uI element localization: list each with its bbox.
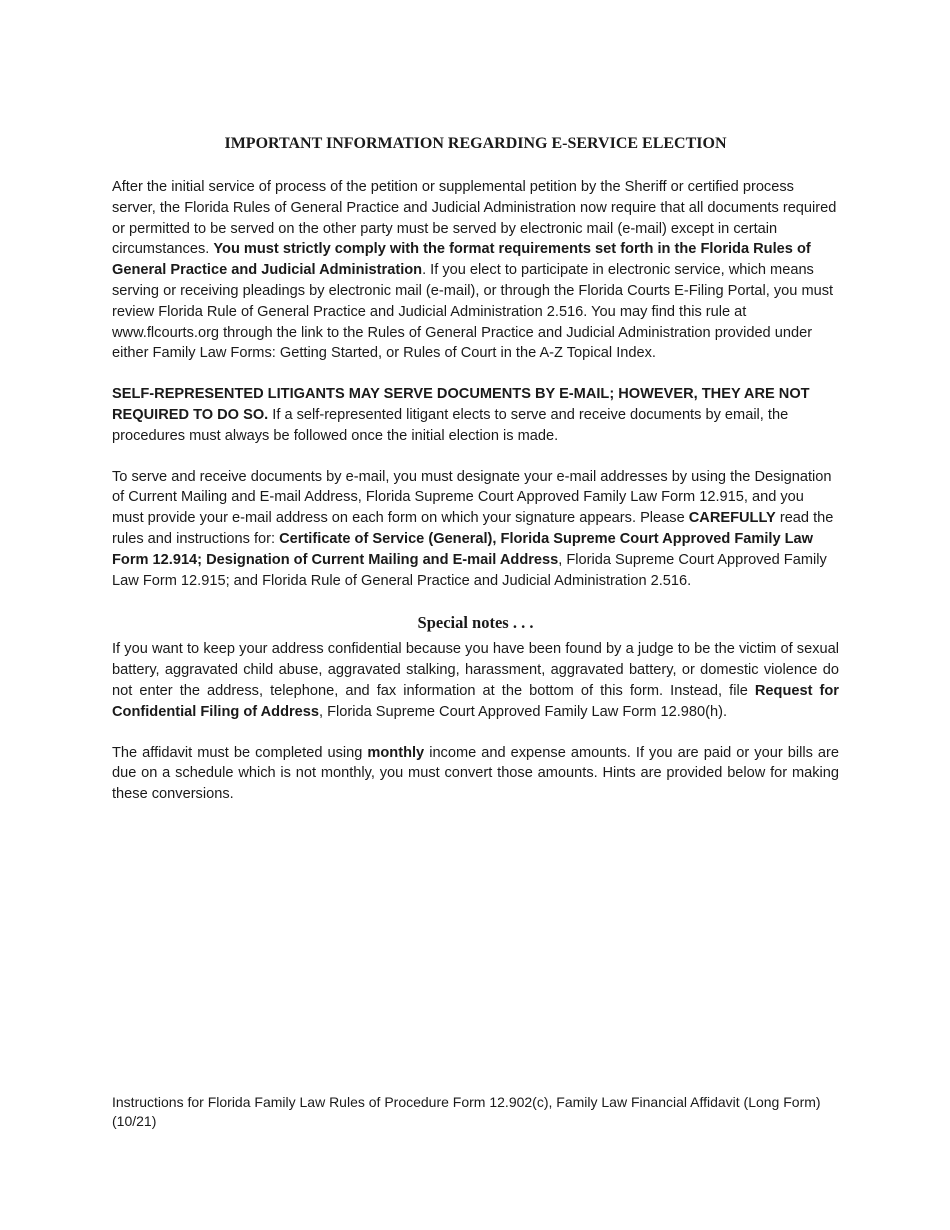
text-run: If you want to keep your address confidential because you have been found by a judge to be the victim of sexual battery, aggravated child abuse, aggravated stalking, harassment, aggravated battery, or domestic violence do not enter the address, telephone, and fax information at the bottom of this form. Instead, file xyxy=(112,641,839,699)
text-run: read the rules and instructions for: xyxy=(112,510,834,547)
text-run: To serve and receive documents by e-mail, you must designate your e-mail addresses by using the Designation of Current Mailing and E-mail Address, Florida Supreme Court Approved Family Law Form 12.915, and you must provide your e-mail address on each form on which your signature appears. Please xyxy=(112,468,832,527)
bold-text-run: CAREFULLY xyxy=(688,510,776,527)
paragraph-designation xyxy=(112,467,839,592)
paragraph-self-represented xyxy=(112,384,839,446)
text-run: . If you elect to participate in electronic service, which means serving or receiving pleadings by electronic mail (e-mail), or through the Florida Courts E-Filing Portal, you must review Florida Rule of General Practice and Judicial Administration 2.516. You may find this rule at www.flcourts.org through the link to the Rules of General Practice and Judicial Administration provided under either Family Law Forms: Getting Started, or Rules of Court in the A-Z Topical Index. xyxy=(112,262,834,362)
bold-text-run: SELF-REPRESENTED LITIGANTS MAY SERVE DOCUMENTS BY E-MAIL; HOWEVER, THEY ARE NOT REQUIRED TO DO SO. xyxy=(112,386,810,423)
document-page xyxy=(112,132,839,825)
paragraph-monthly-amounts xyxy=(112,743,839,805)
paragraph-confidential-address xyxy=(112,639,839,722)
page-title: IMPORTANT INFORMATION REGARDING E-SERVICE ELECTION xyxy=(224,135,727,152)
text-run: , Florida Supreme Court Approved Family Law Form 12.915; and Florida Rule of General Practice and Judicial Administration 2.516. xyxy=(112,551,827,589)
text-run: The affidavit must be completed using xyxy=(112,744,368,761)
page-footer: Instructions for Florida Family Law Rules of Procedure Form 12.902(c), Family Law Financial Affidavit (Long Form) (10/21) xyxy=(112,1094,821,1129)
text-run: After the initial service of process of the petition or supplemental petition by the Sheriff or certified process server, the Florida Rules of General Practice and Judicial Administration now require that all documents required or permitted to be served on the other party must be served by electronic mail (e-mail) except in certain circumstances. xyxy=(112,179,837,258)
bold-text-run: You must strictly comply with the format requirements set forth in the Florida Rules of General Practice and Judicial Administration xyxy=(112,241,811,279)
bold-text-run: monthly xyxy=(367,744,425,761)
bold-text-run: Certificate of Service (General), Florida Supreme Court Approved Family Law Form 12.914; Designation of Current Mailing and E-mail Address xyxy=(112,530,813,568)
text-run: income and expense amounts. If you are paid or your bills are due on a schedule which is not monthly, you must convert those amounts. Hints are provided below for making these conversions. xyxy=(112,744,839,803)
section-heading-special-notes: Special notes . . . xyxy=(417,613,534,633)
text-run: If a self-represented litigant elects to serve and receive documents by email, the procedures must always be followed once the initial election is made. xyxy=(112,406,789,444)
bold-text-run: Request for Confidential Filing of Address xyxy=(112,682,839,720)
paragraph-e-service-rules xyxy=(112,177,839,364)
text-run: , Florida Supreme Court Approved Family Law Form 12.980(h). xyxy=(319,703,727,720)
